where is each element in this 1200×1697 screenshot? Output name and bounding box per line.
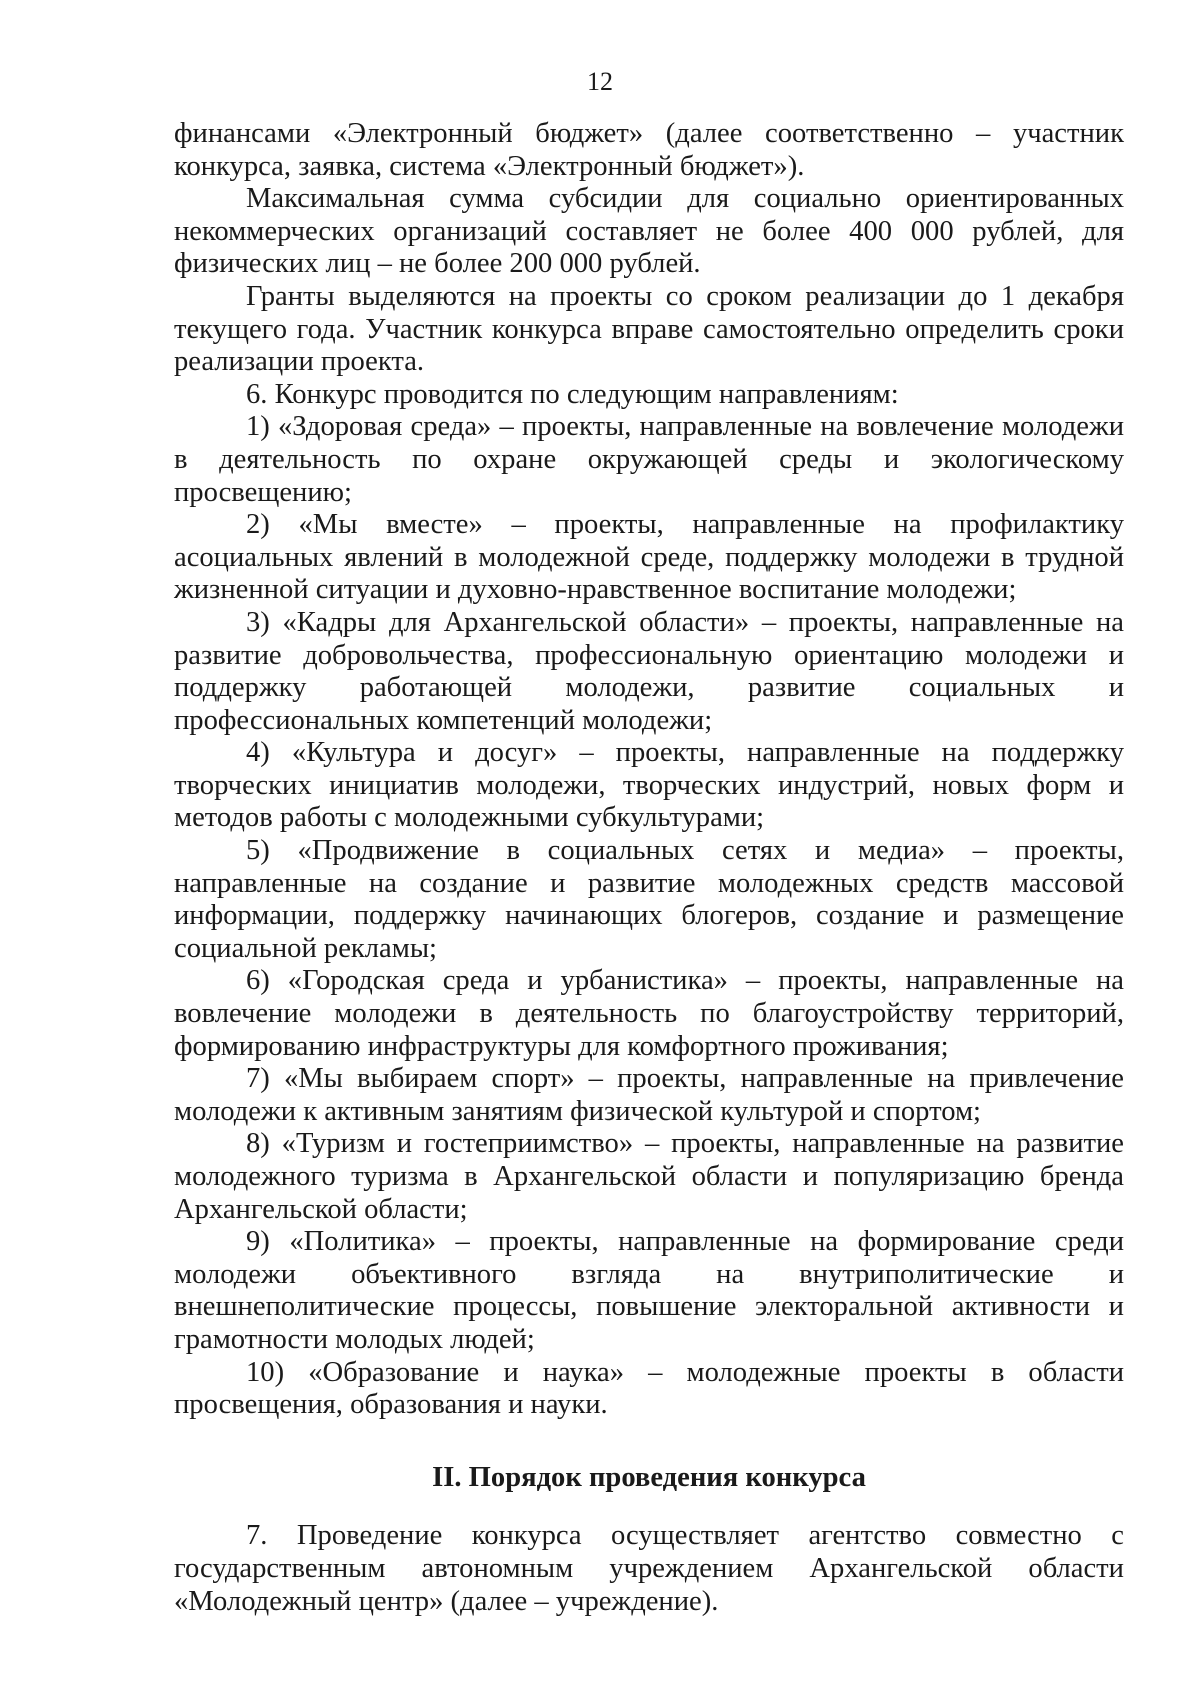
section-heading: II. Порядок проведения конкурса [432, 1461, 866, 1493]
list-item-direction-8: 8) «Туризм и гостеприимство» – проекты, направленные на развитие молодежного туризма в Архангельской области и популяризацию бренда Архангельской области; [174, 1128, 1124, 1225]
list-item-direction-9: 9) «Политика» – проекты, направленные на формирование среди молодежи объективного взгляда на внутриполитические и внешнеполитические процессы, повышение электоральной активности и грамотности молодых людей; [174, 1226, 1124, 1355]
document-body [174, 118, 1124, 1618]
list-item-direction-6: 6) «Городская среда и урбанистика» – проекты, направленные на вовлечение молодежи в деятельность по благоустройству территорий, формированию инфраструктуры для комфортного проживания; [174, 965, 1124, 1062]
list-item-direction-4: 4) «Культура и досуг» – проекты, направленные на поддержку творческих инициатив молодежи, творческих индустрий, новых форм и методов работы с молодежными субкультурами; [174, 737, 1124, 834]
list-item-direction-10: 10) «Образование и наука» – молодежные проекты в области просвещения, образования и науки. [174, 1356, 1124, 1421]
paragraph-directions-intro: 6. Конкурс проводится по следующим направлениям: [246, 378, 899, 410]
paragraph-continuation: финансами «Электронный бюджет» (далее соответственно – участник конкурса, заявка, система «Электронный бюджет»). [174, 118, 1124, 182]
list-item-direction-1: 1) «Здоровая среда» – проекты, направленные на вовлечение молодежи в деятельность по охране окружающей среды и экологическому просвещению; [174, 411, 1124, 508]
paragraph-grant-terms: Гранты выделяются на проекты со сроком реализации до 1 декабря текущего года. Участник конкурса вправе самостоятельно определить сроки реализации проекта. [174, 280, 1124, 378]
list-item-direction-3: 3) «Кадры для Архангельской области» – проекты, направленные на развитие добровольчества, профессиональную ориентацию молодежи и поддержку работающей молодежи, развитие социальных и профессиональных компетенций молодежи; [174, 606, 1124, 736]
paragraph-procedure: 7. Проведение конкурса осуществляет агентство совместно с государственным автономным учреждением Архангельской области «Молодежный центр» (далее – учреждение). [174, 1520, 1124, 1617]
paragraph-max-subsidy: Максимальная сумма субсидии для социально ориентированных некоммерческих организаций составляет не более 400 000 рублей, для физических лиц – не более 200 000 рублей. [174, 183, 1124, 280]
list-item-direction-5: 5) «Продвижение в социальных сетях и медиа» – проекты, направленные на создание и развитие молодежных средств массовой информации, поддержку начинающих блогеров, создание и размещение социальной рекламы; [174, 835, 1124, 964]
page-number: 12 [587, 67, 613, 96]
list-item-direction-7: 7) «Мы выбираем спорт» – проекты, направленные на привлечение молодежи к активным занятиям физической культурой и спортом; [174, 1063, 1124, 1127]
list-item-direction-2: 2) «Мы вместе» – проекты, направленные на профилактику асоциальных явлений в молодежной среде, поддержку молодежи в трудной жизненной ситуации и духовно-нравственное воспитание молодежи; [174, 509, 1124, 606]
